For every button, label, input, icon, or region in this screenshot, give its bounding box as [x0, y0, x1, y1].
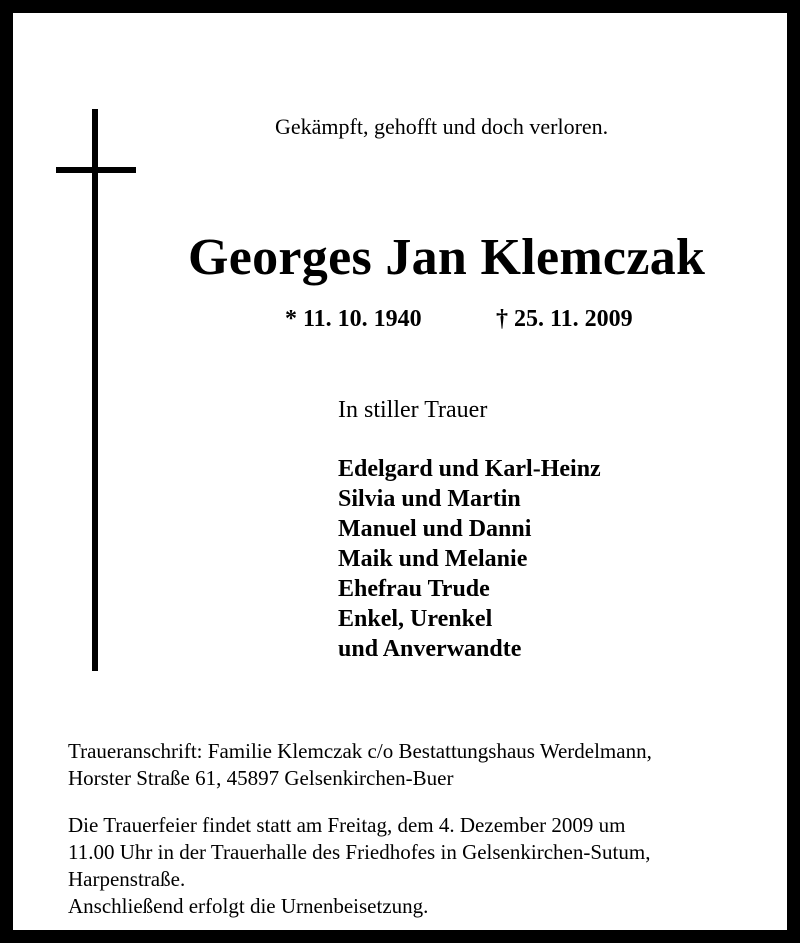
mourner-name: Edelgard und Karl-Heinz: [338, 456, 601, 482]
mourner-name: Manuel und Danni: [338, 516, 532, 542]
funeral-service-info: [68, 812, 650, 920]
mourner-name: Enkel, Urenkel: [338, 606, 493, 632]
mourner-name: Silvia und Martin: [338, 486, 521, 512]
address-line: Horster Straße 61, 45897 Gelsenkirchen-Buer: [68, 766, 454, 790]
deceased-name: Georges Jan Klemczak: [188, 229, 706, 286]
mourning-address: [68, 738, 652, 792]
mourning-intro: In stiller Trauer: [338, 397, 488, 423]
motto: Gekämpft, gehofft und doch verloren.: [275, 114, 609, 139]
mourner-name: Maik und Melanie: [338, 546, 528, 572]
cross-icon-horizontal: [56, 167, 136, 173]
mourner-name: Ehefrau Trude: [338, 576, 490, 602]
address-line: Traueranschrift: Familie Klemczak c/o Bestattungshaus Werdelmann,: [68, 739, 652, 763]
service-line: Anschließend erfolgt die Urnenbeisetzung.: [68, 894, 429, 918]
cross-icon-vertical: [92, 109, 98, 671]
obituary-notice: [13, 13, 787, 930]
birth-date: * 11. 10. 1940: [285, 306, 422, 332]
death-date: † 25. 11. 2009: [496, 306, 633, 332]
mourner-name: und Anverwandte: [338, 636, 522, 662]
mourners-list: [338, 454, 601, 664]
service-line: Die Trauerfeier findet statt am Freitag, dem 4. Dezember 2009 um: [68, 813, 626, 837]
service-line: 11.00 Uhr in der Trauerhalle des Friedhofes in Gelsenkirchen-Sutum,: [68, 840, 651, 864]
service-line: Harpenstraße.: [68, 867, 186, 891]
